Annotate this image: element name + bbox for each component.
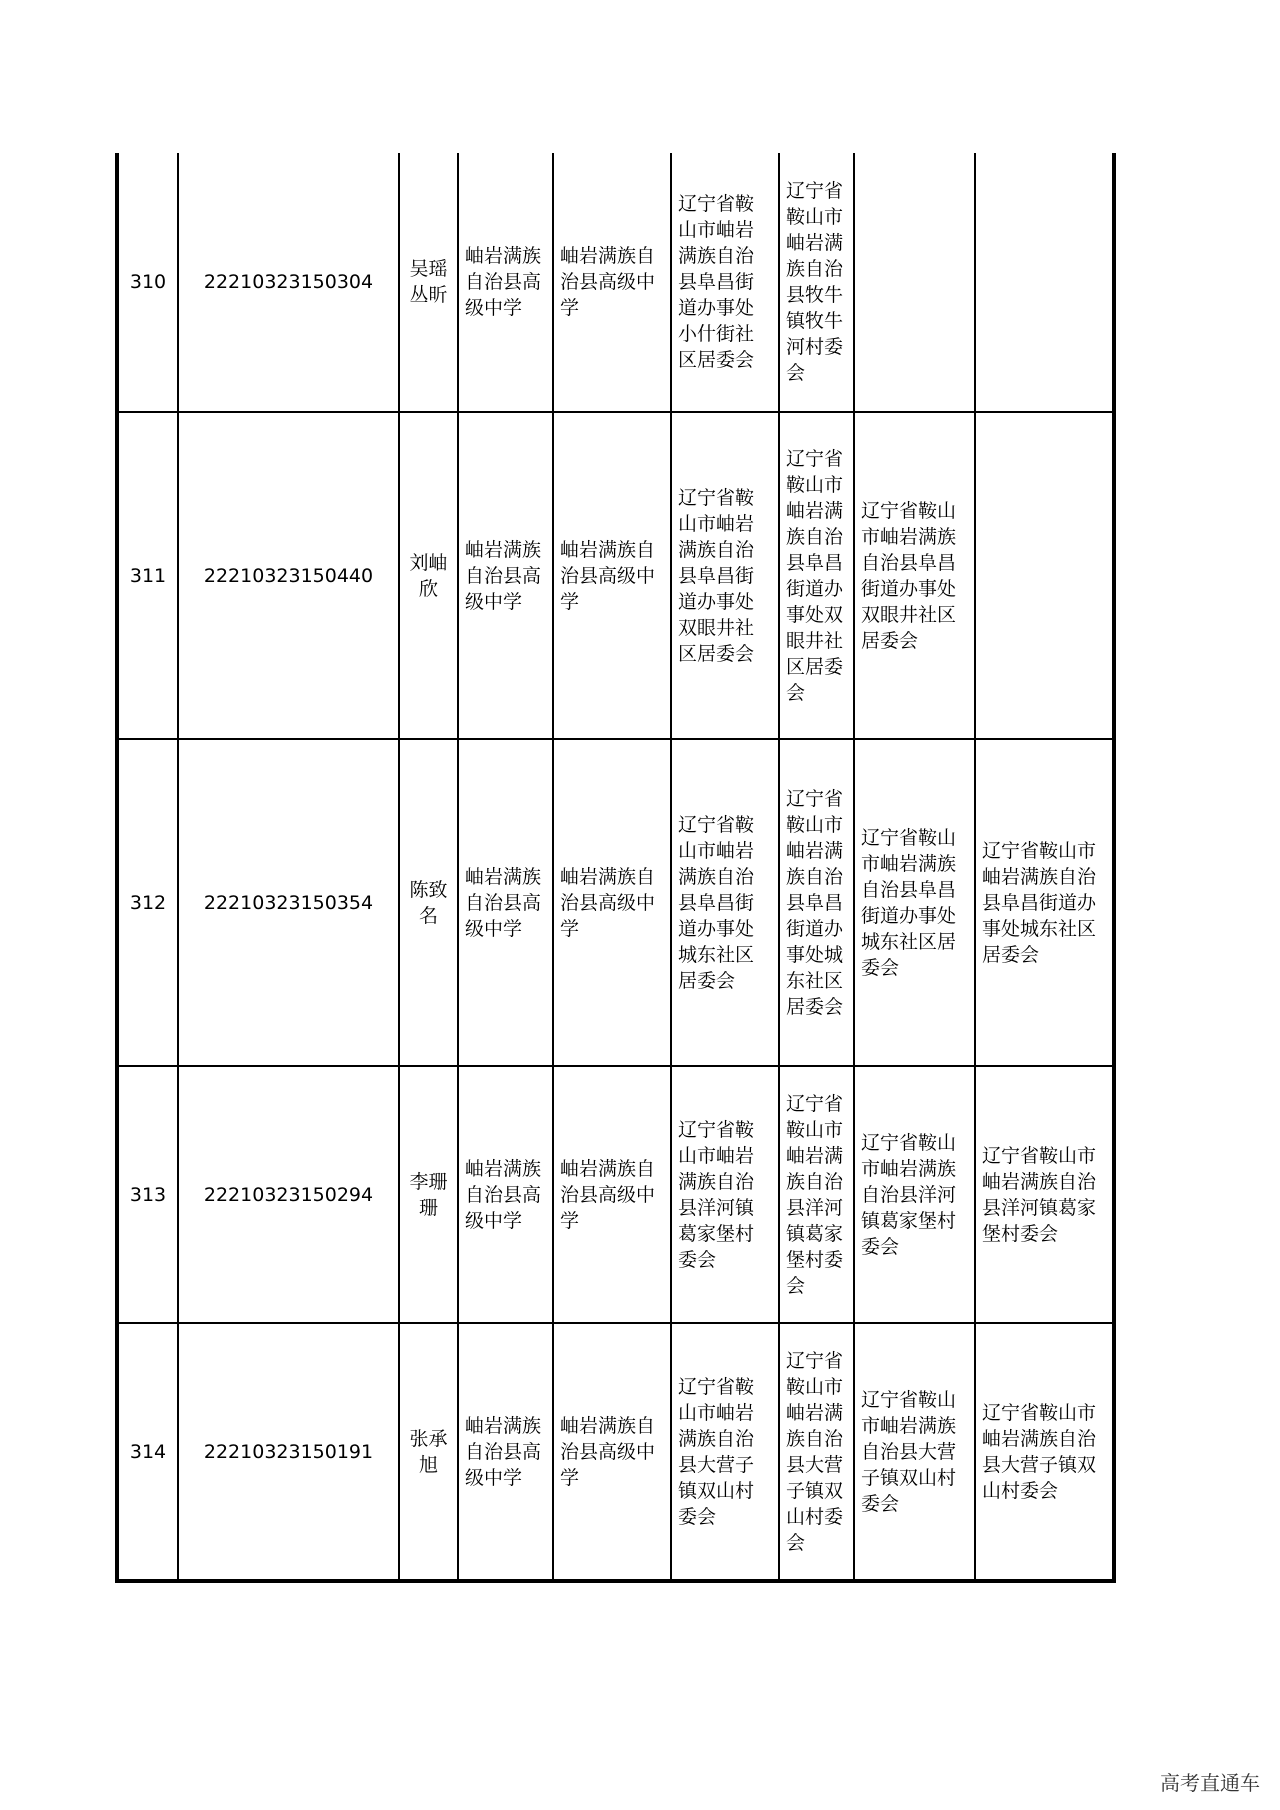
student-name: 李珊珊 [399, 1066, 458, 1323]
address-1: 辽宁省鞍山市岫岩满族自治县洋河镇葛家堡村委会 [671, 1066, 779, 1323]
student-name: 刘岫欣 [399, 412, 458, 739]
address-2: 辽宁省鞍山市岫岩满族自治县大营子镇双山村委会 [779, 1323, 854, 1581]
address-3: 辽宁省鞍山市岫岩满族自治县大营子镇双山村委会 [854, 1323, 975, 1581]
table-row [117, 412, 1114, 739]
table-row [117, 1323, 1114, 1581]
row-number: 310 [117, 153, 178, 412]
school-name: 岫岩满族自治县高级中学 [458, 1323, 553, 1581]
row-number: 313 [117, 1066, 178, 1323]
address-1: 辽宁省鞍山市岫岩满族自治县大营子镇双山村委会 [671, 1323, 779, 1581]
exam-id: 22210323150294 [178, 1066, 399, 1323]
exam-id: 22210323150191 [178, 1323, 399, 1581]
address-3: 辽宁省鞍山市岫岩满族自治县洋河镇葛家堡村委会 [854, 1066, 975, 1323]
address-1: 辽宁省鞍山市岫岩满族自治县阜昌街道办事处城东社区居委会 [671, 739, 779, 1066]
school-name-2: 岫岩满族自治县高级中学 [553, 412, 671, 739]
roster-table [115, 153, 1116, 1583]
address-3: 辽宁省鞍山市岫岩满族自治县阜昌街道办事处城东社区居委会 [854, 739, 975, 1066]
school-name: 岫岩满族自治县高级中学 [458, 412, 553, 739]
address-2: 辽宁省鞍山市岫岩满族自治县阜昌街道办事处城东社区居委会 [779, 739, 854, 1066]
school-name: 岫岩满族自治县高级中学 [458, 1066, 553, 1323]
school-name-2: 岫岩满族自治县高级中学 [553, 1066, 671, 1323]
roster-sheet [115, 153, 1112, 1583]
address-3: 辽宁省鞍山市岫岩满族自治县阜昌街道办事处双眼井社区居委会 [854, 412, 975, 739]
address-2: 辽宁省鞍山市岫岩满族自治县阜昌街道办事处双眼井社区居委会 [779, 412, 854, 739]
table-row [117, 153, 1114, 412]
address-4 [975, 412, 1114, 739]
exam-id: 22210323150304 [178, 153, 399, 412]
student-name: 吴瑶丛昕 [399, 153, 458, 412]
watermark-text: 高考直通车 [1160, 1771, 1260, 1795]
address-2: 辽宁省鞍山市岫岩满族自治县牧牛镇牧牛河村委会 [779, 153, 854, 412]
row-number: 311 [117, 412, 178, 739]
student-name: 陈致名 [399, 739, 458, 1066]
student-name: 张承旭 [399, 1323, 458, 1581]
address-1: 辽宁省鞍山市岫岩满族自治县阜昌街道办事处小什街社区居委会 [671, 153, 779, 412]
exam-id: 22210323150440 [178, 412, 399, 739]
address-4: 辽宁省鞍山市岫岩满族自治县大营子镇双山村委会 [975, 1323, 1114, 1581]
table-row [117, 739, 1114, 1066]
school-name-2: 岫岩满族自治县高级中学 [553, 1323, 671, 1581]
address-4 [975, 153, 1114, 412]
school-name: 岫岩满族自治县高级中学 [458, 153, 553, 412]
address-3 [854, 153, 975, 412]
school-name: 岫岩满族自治县高级中学 [458, 739, 553, 1066]
address-2: 辽宁省鞍山市岫岩满族自治县洋河镇葛家堡村委会 [779, 1066, 854, 1323]
exam-id: 22210323150354 [178, 739, 399, 1066]
address-4: 辽宁省鞍山市岫岩满族自治县洋河镇葛家堡村委会 [975, 1066, 1114, 1323]
school-name-2: 岫岩满族自治县高级中学 [553, 153, 671, 412]
row-number: 312 [117, 739, 178, 1066]
table-row [117, 1066, 1114, 1323]
school-name-2: 岫岩满族自治县高级中学 [553, 739, 671, 1066]
address-1: 辽宁省鞍山市岫岩满族自治县阜昌街道办事处双眼井社区居委会 [671, 412, 779, 739]
address-4: 辽宁省鞍山市岫岩满族自治县阜昌街道办事处城东社区居委会 [975, 739, 1114, 1066]
row-number: 314 [117, 1323, 178, 1581]
